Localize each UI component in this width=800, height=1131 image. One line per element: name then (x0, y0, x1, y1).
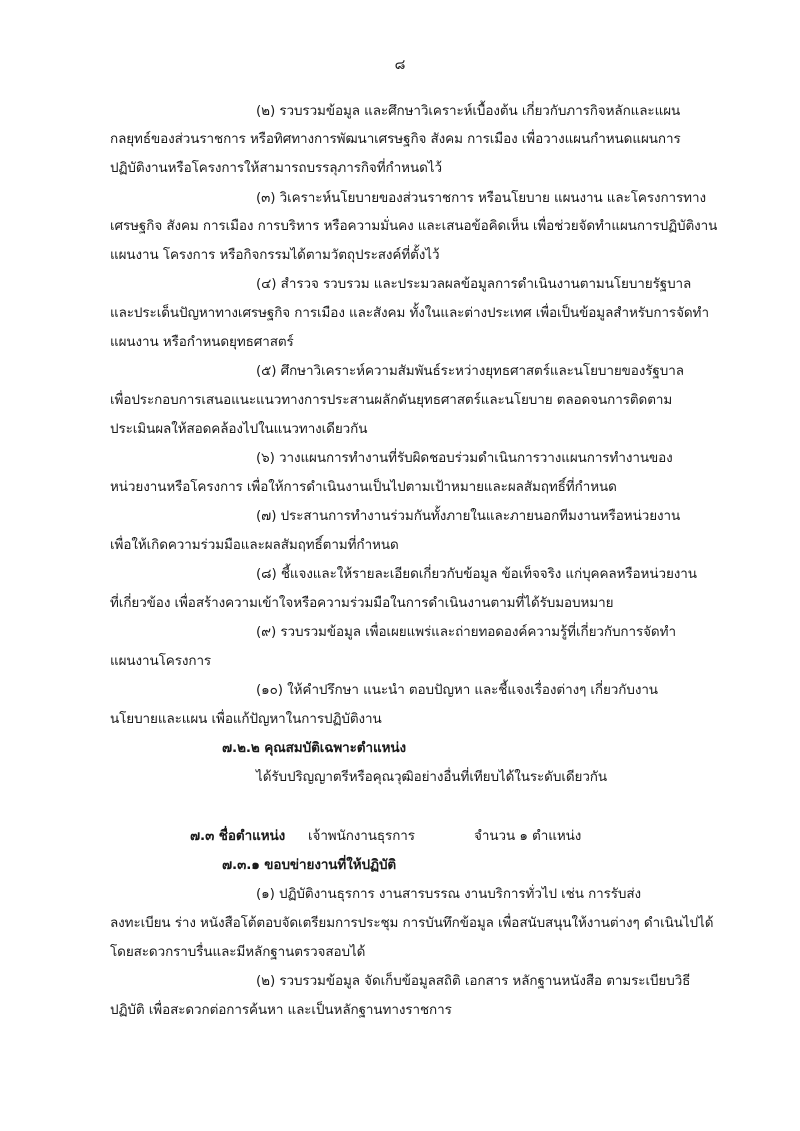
text-line: โดยสะดวกราบรื่นและมีหลักฐานตรวจสอบได้ (110, 944, 366, 960)
text-line: (๗) ประสานการทำงานร่วมกันทั้งภายในและภายนอกทีมงานหรือหน่วยงาน (256, 508, 681, 524)
text-line: เพื่อให้เกิดความร่วมมือและผลสัมฤทธิ์ตามที่กำหนด (110, 537, 399, 553)
text-line: (๕) ศึกษาวิเคราะห์ความสัมพันธ์ระหว่างยุทธศาสตร์และนโยบายของรัฐบาล (256, 363, 684, 379)
position-title: เจ้าพนักงานธุรการ (308, 828, 415, 844)
text-line: ประเมินผลให้สอดคล้องไปในแนวทางเดียวกัน (110, 421, 368, 437)
text-line: (๑) ปฏิบัติงานธุรการ งานสารบรรณ งานบริการทั่วไป เช่น การรับส่ง (256, 886, 642, 902)
position-label: ๗.๓ ชื่อตำแหน่ง (190, 828, 286, 844)
page-number: ๘ (394, 57, 406, 73)
text-line: (๘) ชี้แจงและให้รายละเอียดเกี่ยวกับข้อมูล ข้อเท็จจริง แก่บุคคลหรือหน่วยงาน (256, 566, 697, 582)
text-line: แผนงาน โครงการ หรือกิจกรรมได้ตามวัตถุประสงค์ที่ตั้งไว้ (110, 247, 440, 263)
text-line: เพื่อประกอบการเสนอแนะแนวทางการประสานผลักดันยุทธศาสตร์และนโยบาย ตลอดจนการติดตาม (110, 392, 673, 408)
text-line: (๙) รวบรวมข้อมูล เพื่อเผยแพร่และถ่ายทอดองค์ความรู้ที่เกี่ยวกับการจัดทำ (256, 624, 676, 640)
text-line: ได้รับปริญญาตรีหรือคุณวุฒิอย่างอื่นที่เทียบได้ในระดับเดียวกัน (256, 769, 607, 785)
text-line: (๒) รวบรวมข้อมูล จัดเก็บข้อมูลสถิติ เอกสาร หลักฐานหนังสือ ตามระเบียบวิธี (256, 973, 691, 989)
text-line: แผนงานโครงการ (110, 653, 212, 669)
text-line: แผนงาน หรือกำหนดยุทธศาสตร์ (110, 334, 294, 350)
text-line: (๒) รวบรวมข้อมูล และศึกษาวิเคราะห์เบื้องต้น เกี่ยวกับภารกิจหลักและแผน (256, 103, 681, 119)
section-heading: ๗.๓.๑ ขอบข่ายงานที่ให้ปฏิบัติ (222, 857, 397, 873)
text-line: (๓) วิเคราะห์นโยบายของส่วนราชการ หรือนโยบาย แผนงาน และโครงการทาง (256, 190, 706, 206)
text-line: ปฏิบัติงานหรือโครงการให้สามารถบรรลุภารกิจที่กำหนดไว้ (110, 160, 442, 176)
text-line: และประเด็นปัญหาทางเศรษฐกิจ การเมือง และสังคม ทั้งในและต่างประเทศ เพื่อเป็นข้อมูลสำหรับการจัดทำ (110, 305, 709, 321)
section-heading: ๗.๒.๒ คุณสมบัติเฉพาะตำแหน่ง (222, 740, 407, 756)
text-line: ลงทะเบียน ร่าง หนังสือโต้ตอบจัดเตรียมการประชุม การบันทึกข้อมูล เพื่อสนับสนุนให้งานต่างๆ ดำเนินไปได้ (110, 915, 714, 931)
text-line: หน่วยงานหรือโครงการ เพื่อให้การดำเนินงานเป็นไปตามเป้าหมายและผลสัมฤทธิ์ที่กำหนด (110, 479, 617, 495)
text-line: (๖) วางแผนการทำงานที่รับผิดชอบร่วมดำเนินการวางแผนการทำงานของ (256, 450, 673, 466)
text-line: นโยบายและแผน เพื่อแก้ปัญหาในการปฏิบัติงาน (110, 711, 382, 727)
text-line: ปฏิบัติ เพื่อสะดวกต่อการค้นหา และเป็นหลักฐานทางราชการ (110, 1002, 452, 1018)
text-line: เศรษฐกิจ สังคม การเมือง การบริหาร หรือความมั่นคง และเสนอข้อคิดเห็น เพื่อช่วยจัดทำแผนการปฏิบัติงาน (110, 218, 718, 234)
position-count: จำนวน ๑ ตำแหน่ง (474, 828, 582, 844)
text-line: กลยุทธ์ของส่วนราชการ หรือทิศทางการพัฒนาเศรษฐกิจ สังคม การเมือง เพื่อวางแผนกำหนดแผนการ (110, 131, 681, 147)
text-line: ที่เกี่ยวข้อง เพื่อสร้างความเข้าใจหรือความร่วมมือในการดำเนินงานตามที่ได้รับมอบหมาย (110, 595, 614, 611)
position-heading (190, 825, 800, 847)
text-line: (๔) สำรวจ รวบรวม และประมวลผลข้อมูลการดำเนินงานตามนโยบายรัฐบาล (256, 276, 692, 292)
text-line: (๑๐) ให้คำปรึกษา แนะนำ ตอบปัญหา และชี้แจงเรื่องต่างๆ เกี่ยวกับงาน (256, 682, 658, 698)
